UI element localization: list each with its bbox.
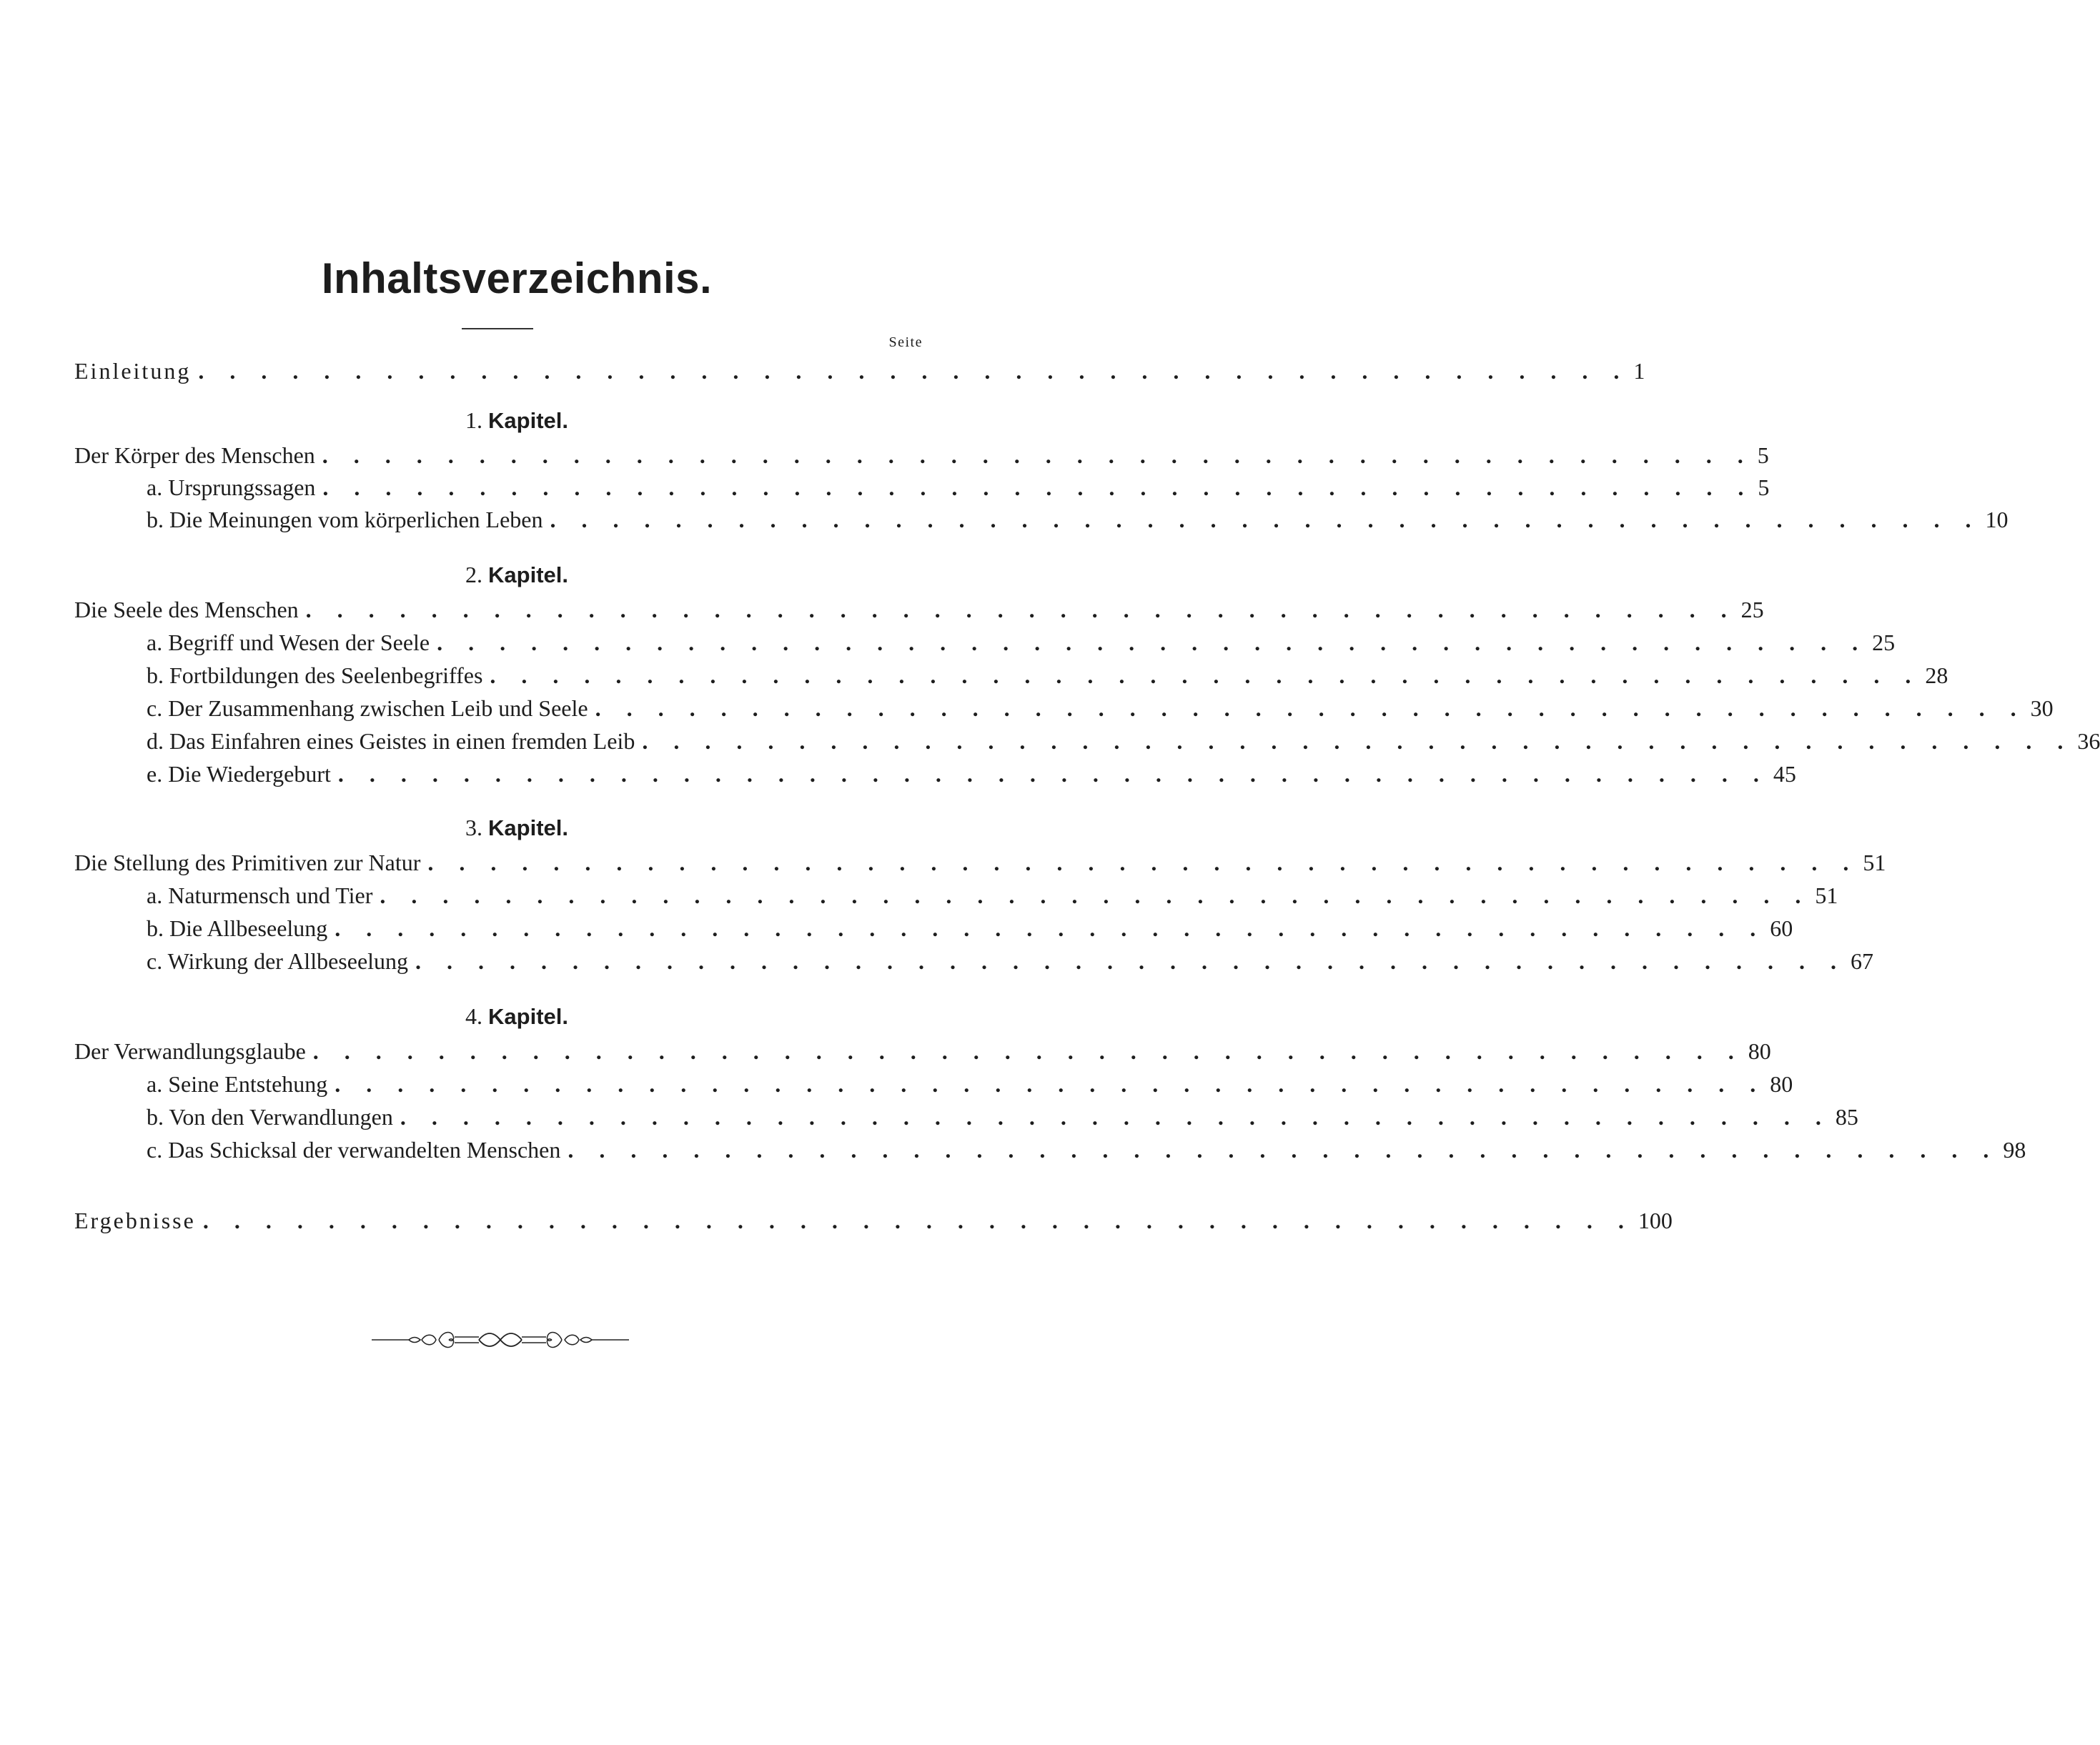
chapter-label: Kapitel. <box>488 815 568 840</box>
title-divider <box>462 328 533 329</box>
toc-page-number: 51 <box>1815 883 1838 908</box>
toc-entry-sub <box>147 1133 2026 1166</box>
toc-entry-label: c. Das Schicksal der verwandelten Menschen <box>147 1137 561 1163</box>
toc-page-number: 45 <box>1773 761 1796 787</box>
chapter-heading <box>0 810 1034 845</box>
dot-leader: . . . . . . . . . . . . . . . . . . . . . . . . . . . . . . . . . . . . . . . . . . . . . . <box>427 850 1859 875</box>
toc-entry-main <box>74 439 1769 472</box>
dot-leader: . . . . . . . . . . . . . . . . . . . . . . . . . . . . . . . . . . . . . . . . . . . . . . <box>380 883 1811 908</box>
dot-leader: . . . . . . . . . . . . . . . . . . . . . . . . . . . . . . . . . . . . . . . . . . . . . . <box>568 1137 1999 1163</box>
toc-entry-sub <box>147 626 1896 659</box>
toc-entry-label: Die Stellung des Primitiven zur Natur <box>74 850 421 875</box>
dot-leader: . . . . . . . . . . . . . . . . . . . . . . . . . . . . . . . . . . . . . . . . . . . . . . <box>490 662 1921 688</box>
toc-entry-label: d. Das Einfahren eines Geistes in einen fremden Leib <box>147 728 635 754</box>
toc-page-number: 100 <box>1638 1208 1673 1233</box>
toc-entry-label: a. Naturmensch und Tier <box>147 883 373 908</box>
dot-leader: . . . . . . . . . . . . . . . . . . . . . . . . . . . . . . . . . . . . . . . . . . . . . . <box>595 695 2026 721</box>
chapter-number: 1. <box>465 407 483 433</box>
toc-entry-label: b. Fortbildungen des Seelenbegriffes <box>147 662 483 688</box>
toc-entry-label: Ergebnisse <box>74 1208 196 1233</box>
toc-entry-main <box>74 1035 1771 1068</box>
toc-page-number: 30 <box>2030 695 2054 721</box>
chapter-number: 3. <box>465 815 483 840</box>
toc-page-number: 5 <box>1758 474 1770 500</box>
toc-entry-sub <box>147 471 1770 504</box>
toc-entry-label: a. Ursprungssagen <box>147 474 316 500</box>
dot-leader: . . . . . . . . . . . . . . . . . . . . . . . . . . . . . . . . . . . . . . . . . . . . . . <box>437 630 1868 655</box>
toc-page-number: 85 <box>1835 1104 1858 1130</box>
toc-entry-main <box>74 593 1764 626</box>
toc-page-number: 1 <box>1633 358 1645 384</box>
toc-page-number: 36 <box>2077 728 2100 754</box>
toc-page-number: 28 <box>1925 662 1948 688</box>
chapter-label: Kapitel. <box>488 562 568 587</box>
toc-page-number: 25 <box>1740 597 1764 622</box>
toc-entry-sub <box>147 692 2054 725</box>
dot-leader: . . . . . . . . . . . . . . . . . . . . . . . . . . . . . . . . . . . . . . . . . . . . . . <box>337 761 1769 787</box>
page-title: Inhaltsverzeichnis. <box>321 254 713 302</box>
dot-leader: . . . . . . . . . . . . . . . . . . . . . . . . . . . . . . . . . . . . . . . . . . . . . . <box>642 728 2074 754</box>
dot-leader: . . . . . . . . . . . . . . . . . . . . . . . . . . . . . . . . . . . . . . . . . . . . . . <box>415 948 1847 974</box>
toc-entry-label: Einleitung <box>74 358 192 384</box>
toc-entry-sub <box>147 757 1796 790</box>
toc-entry-label: a. Seine Entstehung <box>147 1071 328 1097</box>
chapter-label: Kapitel. <box>488 408 568 433</box>
toc-entry-label: e. Die Wiedergeburt <box>147 761 331 787</box>
chapter-heading <box>0 998 1034 1034</box>
toc-entry-label: c. Der Zusammenhang zwischen Leib und Seele <box>147 695 588 721</box>
toc-entry-sub <box>147 725 2100 757</box>
toc-entry-label: a. Begriff und Wesen der Seele <box>147 630 430 655</box>
toc-page-number: 80 <box>1748 1038 1771 1064</box>
toc-page-number: 98 <box>2003 1137 2026 1163</box>
toc-entry-sub <box>147 912 1793 945</box>
toc-page-number: 25 <box>1872 630 1896 655</box>
dot-leader: . . . . . . . . . . . . . . . . . . . . . . . . . . . . . . . . . . . . . . . . . . . . . . <box>335 915 1766 941</box>
dot-leader: . . . . . . . . . . . . . . . . . . . . . . . . . . . . . . . . . . . . . . . . . . . . . . <box>202 1208 1634 1233</box>
toc-page-number: 5 <box>1757 442 1769 468</box>
dot-leader: . . . . . . . . . . . . . . . . . . . . . . . . . . . . . . . . . . . . . . . . . . . . . . <box>198 358 1630 384</box>
toc-entry-label: c. Wirkung der Allbeseelung <box>147 948 409 974</box>
toc-page-number: 80 <box>1770 1071 1793 1097</box>
toc-entry-sub <box>147 659 1948 692</box>
toc-entry-label: Der Verwandlungsglaube <box>74 1038 306 1064</box>
toc-entry-label: b. Die Meinungen vom körperlichen Leben <box>147 507 543 532</box>
seite-column-label: Seite <box>888 334 923 350</box>
ornament-divider-icon <box>372 1329 629 1351</box>
chapter-label: Kapitel. <box>488 1004 568 1029</box>
toc-entry-label: b. Von den Verwandlungen <box>147 1104 393 1130</box>
chapter-heading <box>0 557 1034 592</box>
dot-leader: . . . . . . . . . . . . . . . . . . . . . . . . . . . . . . . . . . . . . . . . . . . . . . <box>550 507 1981 532</box>
toc-page-number: 60 <box>1770 915 1793 941</box>
dot-leader: . . . . . . . . . . . . . . . . . . . . . . . . . . . . . . . . . . . . . . . . . . . . . . <box>400 1104 1831 1130</box>
toc-entry-ergebnisse <box>74 1204 1673 1237</box>
toc-page-number: 51 <box>1863 850 1886 875</box>
toc-entry-label: b. Die Allbeseelung <box>147 915 328 941</box>
toc-page-number: 10 <box>1985 507 2009 532</box>
dot-leader: . . . . . . . . . . . . . . . . . . . . . . . . . . . . . . . . . . . . . . . . . . . . . . <box>335 1071 1766 1097</box>
toc-entry-sub <box>147 945 1874 978</box>
chapter-heading <box>0 402 1034 438</box>
toc-page-number: 67 <box>1851 948 1874 974</box>
toc-entry-einleitung <box>74 354 1645 387</box>
toc-entry-label: Der Körper des Menschen <box>74 442 315 468</box>
toc-entry-main <box>74 846 1886 879</box>
dot-leader: . . . . . . . . . . . . . . . . . . . . . . . . . . . . . . . . . . . . . . . . . . . . . . <box>322 474 1754 500</box>
dot-leader: . . . . . . . . . . . . . . . . . . . . . . . . . . . . . . . . . . . . . . . . . . . . . . <box>312 1038 1744 1064</box>
toc-entry-label: Die Seele des Menschen <box>74 597 299 622</box>
dot-leader: . . . . . . . . . . . . . . . . . . . . . . . . . . . . . . . . . . . . . . . . . . . . . . <box>305 597 1737 622</box>
chapter-number: 4. <box>465 1003 483 1029</box>
dot-leader: . . . . . . . . . . . . . . . . . . . . . . . . . . . . . . . . . . . . . . . . . . . . . . <box>322 442 1753 468</box>
toc-entry-sub <box>147 503 2009 536</box>
toc-entry-sub <box>147 1100 1858 1133</box>
toc-entry-sub <box>147 1068 1793 1100</box>
chapter-number: 2. <box>465 562 483 587</box>
toc-entry-sub <box>147 879 1838 912</box>
